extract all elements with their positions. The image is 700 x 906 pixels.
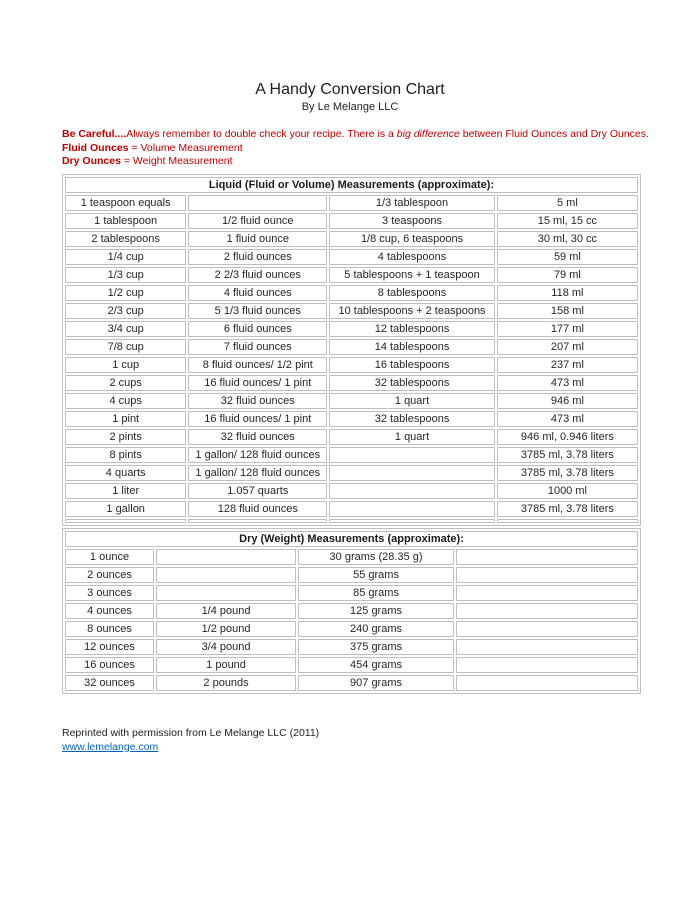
table-cell: 32 fluid ounces <box>188 393 327 409</box>
table-cell: 375 grams <box>298 639 454 655</box>
table-cell: 1 quart <box>329 429 495 445</box>
table-cell: 12 ounces <box>65 639 154 655</box>
warning-line-dry <box>62 155 670 169</box>
table-row <box>65 231 638 247</box>
table-cell: 1 tablespoon <box>65 213 186 229</box>
reprint-notice: Reprinted with permission from Le Melange LLC (2011) <box>62 726 320 739</box>
table-row <box>65 501 638 517</box>
warning-line-careful <box>62 128 670 142</box>
table-cell: 4 cups <box>65 393 186 409</box>
warning-bold-prefix: Be Careful.... <box>62 128 127 140</box>
warning-italic-phrase: big difference <box>396 128 460 140</box>
table-row <box>65 483 638 499</box>
table-cell: 1/8 cup, 6 teaspoons <box>329 231 495 247</box>
table-cell: 1.057 quarts <box>188 483 327 499</box>
table-cell: 5 tablespoons + 1 teaspoon <box>329 267 495 283</box>
table-row <box>65 567 638 583</box>
warning-text-1: Always remember to double check your recipe. There is a <box>126 128 397 140</box>
table-cell: 454 grams <box>298 657 454 673</box>
table-row <box>65 675 638 691</box>
liquid-measurements-table <box>62 174 641 526</box>
warning-line-fluid <box>62 142 670 156</box>
table-cell: 32 tablespoons <box>329 375 495 391</box>
table-row <box>65 447 638 463</box>
table-cell: 32 fluid ounces <box>188 429 327 445</box>
table-cell: 3 ounces <box>65 585 154 601</box>
table-cell <box>456 675 638 691</box>
table-cell: 1 gallon/ 128 fluid ounces <box>188 447 327 463</box>
table-cell: 2 2/3 fluid ounces <box>188 267 327 283</box>
table-row <box>65 321 638 337</box>
table-cell: 15 ml, 15 cc <box>497 213 638 229</box>
table-cell: 14 tablespoons <box>329 339 495 355</box>
table-cell <box>456 585 638 601</box>
table-cell: 907 grams <box>298 675 454 691</box>
table-cell: 7 fluid ounces <box>188 339 327 355</box>
dry-measurements-table <box>62 528 641 694</box>
liquid-table-header: Liquid (Fluid or Volume) Measurements (approximate): <box>65 177 638 193</box>
table-row <box>65 375 638 391</box>
table-cell: 4 quarts <box>65 465 186 481</box>
table-cell: 4 tablespoons <box>329 249 495 265</box>
table-row <box>65 657 638 673</box>
table-cell <box>329 465 495 481</box>
table-cell: 30 grams (28.35 g) <box>298 549 454 565</box>
table-cell <box>188 195 327 211</box>
table-cell: 125 grams <box>298 603 454 619</box>
table-cell: 2 ounces <box>65 567 154 583</box>
table-cell: 1 liter <box>65 483 186 499</box>
table-cell: 4 ounces <box>65 603 154 619</box>
table-cell: 1/2 pound <box>156 621 296 637</box>
table-cell: 79 ml <box>497 267 638 283</box>
table-row <box>65 357 638 373</box>
table-row <box>65 639 638 655</box>
table-cell: 3/4 cup <box>65 321 186 337</box>
table-row <box>65 465 638 481</box>
table-row <box>65 195 638 211</box>
table-cell: 1 cup <box>65 357 186 373</box>
table-cell: 8 pints <box>65 447 186 463</box>
page-title: A Handy Conversion Chart <box>255 81 445 98</box>
empty-cell <box>65 519 186 523</box>
table-cell: 1/2 cup <box>65 285 186 301</box>
table-cell: 177 ml <box>497 321 638 337</box>
table-cell: 1 teaspoon equals <box>65 195 186 211</box>
table-cell: 1/3 tablespoon <box>329 195 495 211</box>
lemelange-link[interactable]: www.lemelange.com <box>62 740 159 753</box>
table-header-row <box>65 531 638 547</box>
table-cell: 207 ml <box>497 339 638 355</box>
table-cell: 946 ml <box>497 393 638 409</box>
table-cell <box>329 483 495 499</box>
table-cell: 2 tablespoons <box>65 231 186 247</box>
table-cell: 1/2 fluid ounce <box>188 213 327 229</box>
table-row <box>65 429 638 445</box>
table-cell: 12 tablespoons <box>329 321 495 337</box>
table-cell: 55 grams <box>298 567 454 583</box>
table-row <box>65 303 638 319</box>
table-cell: 1 quart <box>329 393 495 409</box>
table-cell: 2 pounds <box>156 675 296 691</box>
table-cell: 1/4 pound <box>156 603 296 619</box>
table-cell: 3 teaspoons <box>329 213 495 229</box>
table-cell: 237 ml <box>497 357 638 373</box>
table-cell: 16 ounces <box>65 657 154 673</box>
table-cell: 1 ounce <box>65 549 154 565</box>
table-row <box>65 549 638 565</box>
table-row <box>65 411 638 427</box>
table-cell: 1/3 cup <box>65 267 186 283</box>
table-cell: 8 fluid ounces/ 1/2 pint <box>188 357 327 373</box>
table-row <box>65 585 638 601</box>
footer <box>62 726 700 754</box>
table-cell: 16 fluid ounces/ 1 pint <box>188 375 327 391</box>
dry-table-header: Dry (Weight) Measurements (approximate): <box>65 531 638 547</box>
empty-cell <box>497 519 638 523</box>
table-cell: 1 fluid ounce <box>188 231 327 247</box>
table-cell: 32 ounces <box>65 675 154 691</box>
spacer-row <box>65 519 638 523</box>
table-row <box>65 249 638 265</box>
table-cell: 1 pint <box>65 411 186 427</box>
table-cell: 5 1/3 fluid ounces <box>188 303 327 319</box>
warning-paragraph <box>62 128 670 169</box>
fluid-ounces-label: Fluid Ounces <box>62 141 129 154</box>
table-cell: 2 cups <box>65 375 186 391</box>
dry-ounces-definition: = Weight Measurement <box>120 155 233 167</box>
table-cell: 3785 ml, 3.78 liters <box>497 465 638 481</box>
table-cell: 4 fluid ounces <box>188 285 327 301</box>
table-cell: 1 pound <box>156 657 296 673</box>
table-cell: 2 fluid ounces <box>188 249 327 265</box>
table-cell <box>156 585 296 601</box>
table-row <box>65 621 638 637</box>
table-cell: 6 fluid ounces <box>188 321 327 337</box>
table-cell <box>456 549 638 565</box>
table-cell: 473 ml <box>497 411 638 427</box>
empty-cell <box>188 519 327 523</box>
table-cell <box>329 447 495 463</box>
table-cell: 30 ml, 30 cc <box>497 231 638 247</box>
table-row <box>65 339 638 355</box>
table-cell: 10 tablespoons + 2 teaspoons <box>329 303 495 319</box>
table-row <box>65 267 638 283</box>
table-header-row <box>65 177 638 193</box>
table-cell <box>456 639 638 655</box>
table-cell: 1000 ml <box>497 483 638 499</box>
table-cell <box>456 567 638 583</box>
table-cell: 3785 ml, 3.78 liters <box>497 447 638 463</box>
dry-ounces-label: Dry Ounces <box>62 155 121 167</box>
table-cell <box>156 567 296 583</box>
table-cell: 3785 ml, 3.78 liters <box>497 501 638 517</box>
table-cell: 946 ml, 0.946 liters <box>497 429 638 445</box>
table-cell: 240 grams <box>298 621 454 637</box>
table-cell <box>456 657 638 673</box>
table-cell: 32 tablespoons <box>329 411 495 427</box>
empty-cell <box>329 519 495 523</box>
table-cell: 2/3 cup <box>65 303 186 319</box>
table-cell <box>156 549 296 565</box>
table-cell: 1/4 cup <box>65 249 186 265</box>
table-cell: 2 pints <box>65 429 186 445</box>
table-row <box>65 393 638 409</box>
table-cell <box>456 603 638 619</box>
table-cell: 118 ml <box>497 285 638 301</box>
table-cell: 1 gallon/ 128 fluid ounces <box>188 465 327 481</box>
table-cell: 16 fluid ounces/ 1 pint <box>188 411 327 427</box>
table-row <box>65 285 638 301</box>
table-cell: 1 gallon <box>65 501 186 517</box>
table-cell: 59 ml <box>497 249 638 265</box>
table-cell: 473 ml <box>497 375 638 391</box>
table-cell: 8 ounces <box>65 621 154 637</box>
table-cell: 158 ml <box>497 303 638 319</box>
table-cell <box>329 501 495 517</box>
table-cell: 85 grams <box>298 585 454 601</box>
table-cell: 5 ml <box>497 195 638 211</box>
table-cell: 8 tablespoons <box>329 285 495 301</box>
table-cell: 7/8 cup <box>65 339 186 355</box>
warning-text-2: between Fluid Ounces and Dry Ounces. <box>459 128 649 140</box>
table-cell: 128 fluid ounces <box>188 501 327 517</box>
table-row <box>65 603 638 619</box>
table-cell <box>456 621 638 637</box>
page-subtitle: By Le Melange LLC <box>301 101 399 113</box>
table-cell: 16 tablespoons <box>329 357 495 373</box>
table-cell: 3/4 pound <box>156 639 296 655</box>
fluid-ounces-definition: = Volume Measurement <box>128 141 243 154</box>
tables-container <box>62 174 641 694</box>
table-row <box>65 213 638 229</box>
